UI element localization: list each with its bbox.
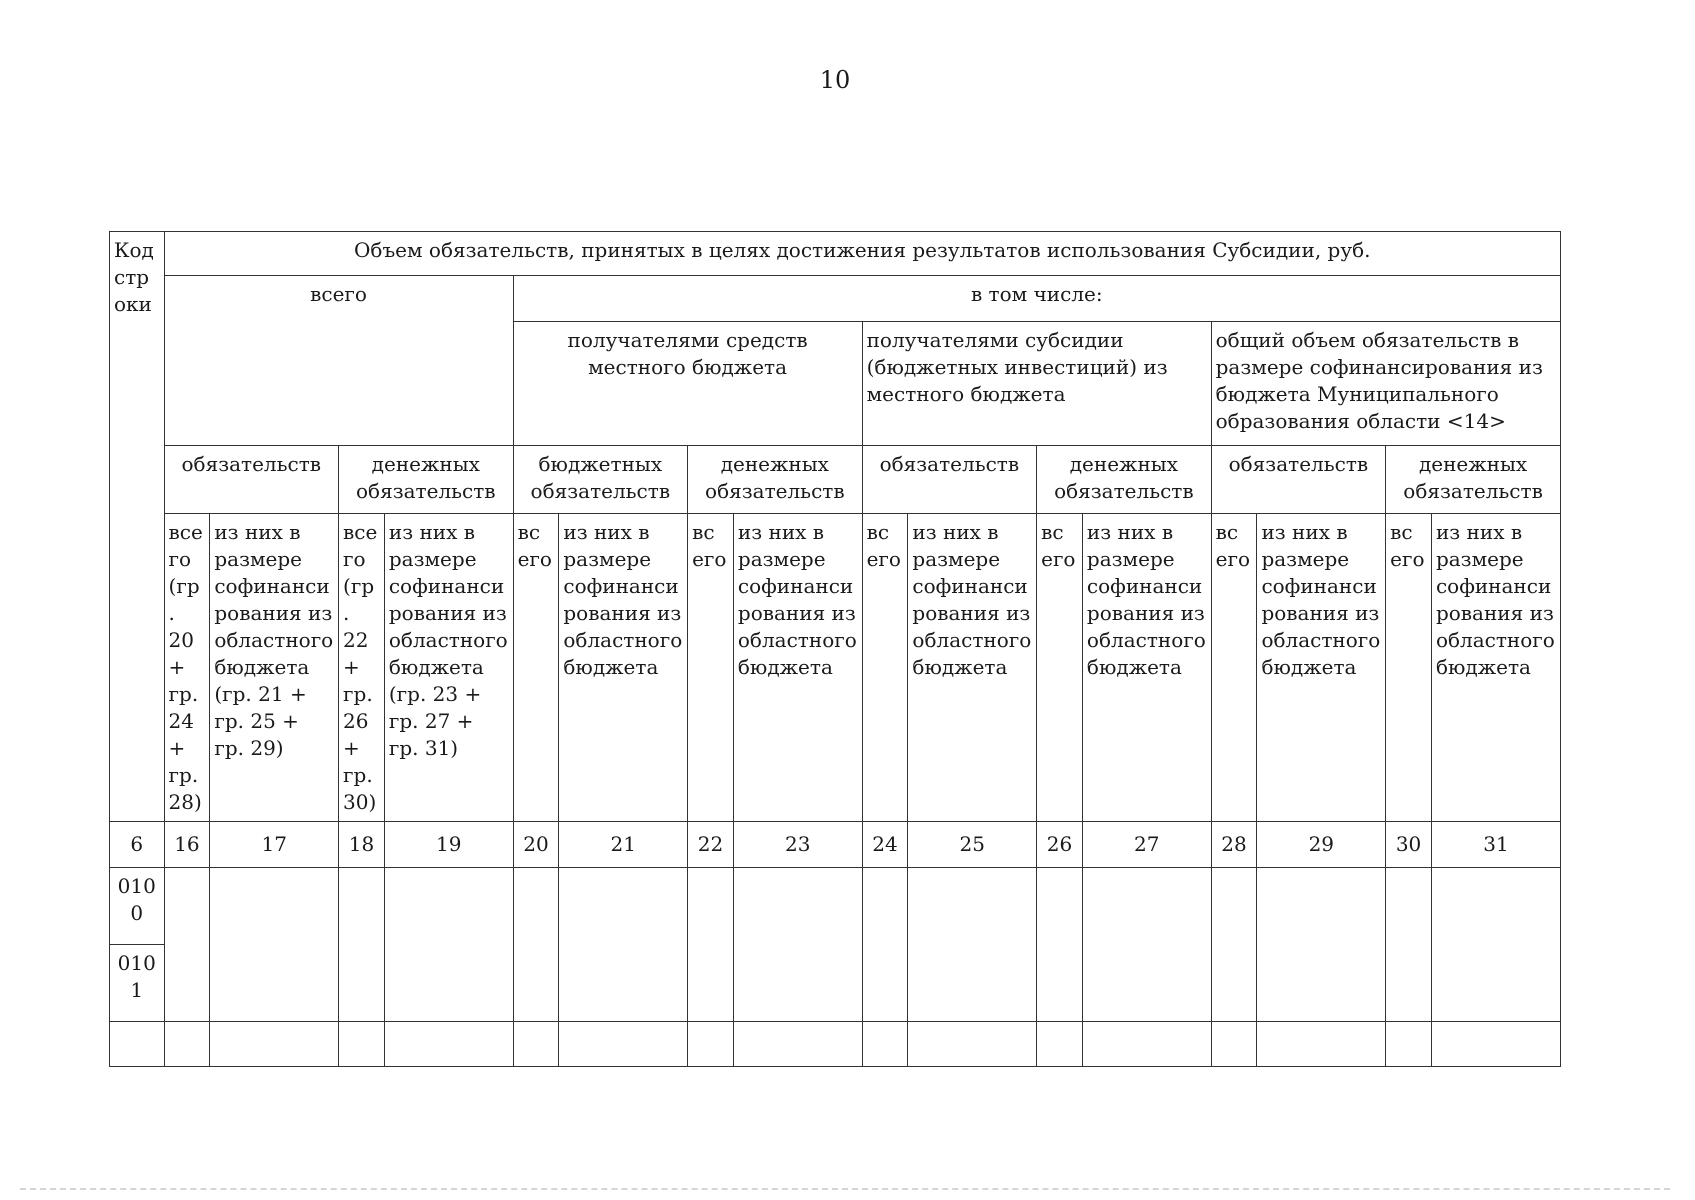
leaf-header-cofinanced: из них в размере софинанси рования из областного бюджета [1431, 514, 1560, 822]
pair-header: денежных обязательств [688, 446, 863, 514]
data-cell [1082, 868, 1211, 1022]
data-cell [1037, 1022, 1083, 1067]
leaf-header-cofinanced: из них в размере софинанси рования из областного бюджета [1082, 514, 1211, 822]
column-number: 28 [1211, 822, 1257, 868]
data-cell [210, 868, 339, 1022]
data-cell [210, 1022, 339, 1067]
data-cell [559, 1022, 688, 1067]
leaf-header-total: вс его [1211, 514, 1257, 822]
leaf-header-cofinanced: из них в размере софинанси рования из областного бюджета [908, 514, 1037, 822]
data-cell [908, 868, 1037, 1022]
column-number: 17 [210, 822, 339, 868]
pair-header: обязательств [1211, 446, 1386, 514]
scan-artifact [20, 1188, 1670, 1194]
column-number: 16 [164, 822, 210, 868]
leaf-header-cofinanced: из них в размере софинанси рования из областного бюджета [1257, 514, 1386, 822]
column-number: 22 [688, 822, 734, 868]
leaf-header-cofinanced: из них в размере софинанси рования из областного бюджета [559, 514, 688, 822]
data-cell [733, 868, 862, 1022]
data-cell [384, 868, 513, 1022]
column-number: 23 [733, 822, 862, 868]
row-code [110, 1022, 165, 1067]
column-number: 25 [908, 822, 1037, 868]
pair-header: обязательств [164, 446, 339, 514]
column-number: 24 [862, 822, 908, 868]
data-cell [1211, 1022, 1257, 1067]
data-cell [1211, 868, 1257, 1022]
data-cell [1082, 1022, 1211, 1067]
column-number: 31 [1431, 822, 1560, 868]
column-number: 18 [339, 822, 385, 868]
main-header: Объем обязательств, принятых в целях достижения результатов использования Субсидии, руб. [164, 232, 1560, 276]
pair-header: денежных обязательств [1386, 446, 1561, 514]
leaf-header-total: все го (гр . 20 + гр. 24 + гр. 28) [164, 514, 210, 822]
leaf-header-total: вс его [513, 514, 559, 822]
data-cell [1431, 1022, 1560, 1067]
data-cell [559, 868, 688, 1022]
row-code: 010 1 [110, 945, 165, 1022]
row-code-header: Код стр оки [110, 232, 165, 822]
data-cell [862, 1022, 908, 1067]
table-row [110, 1022, 1561, 1067]
group-header-local-budget-recipients: получателями средств местного бюджета [513, 322, 862, 446]
data-cell [1386, 868, 1432, 1022]
leaf-header-cofinanced: из них в размере софинанси рования из областного бюджета (гр. 23 + гр. 27 + гр. 31) [384, 514, 513, 822]
data-cell [862, 868, 908, 1022]
total-header: всего [164, 276, 513, 446]
obligations-table [109, 231, 1561, 1067]
data-cell [1257, 1022, 1386, 1067]
data-cell [384, 1022, 513, 1067]
data-cell [339, 1022, 385, 1067]
data-cell [908, 1022, 1037, 1067]
pair-header: денежных обязательств [1037, 446, 1212, 514]
group-header-subsidy-recipients: получателями субсидии (бюджетных инвестиций) из местного бюджета [862, 322, 1211, 446]
data-cell [1431, 868, 1560, 1022]
column-number: 30 [1386, 822, 1432, 868]
leaf-header-total: все го (гр . 22 + гр. 26 + гр. 30) [339, 514, 385, 822]
leaf-header-cofinanced: из них в размере софинанси рования из областного бюджета [733, 514, 862, 822]
column-number: 19 [384, 822, 513, 868]
data-cell [1037, 868, 1083, 1022]
pair-header: денежных обязательств [339, 446, 514, 514]
data-cell [164, 1022, 210, 1067]
table-row [110, 868, 1561, 945]
column-number: 26 [1037, 822, 1083, 868]
data-cell [688, 1022, 734, 1067]
data-cell [1257, 868, 1386, 1022]
data-cell [339, 868, 385, 1022]
column-number: 29 [1257, 822, 1386, 868]
leaf-header-total: вс его [862, 514, 908, 822]
group-header-cofinancing-total: общий объем обязательств в размере софинансирования из бюджета Муниципального образования области <14> [1211, 322, 1560, 446]
leaf-header-cofinanced: из них в размере софинанси рования из областного бюджета (гр. 21 + гр. 25 + гр. 29) [210, 514, 339, 822]
leaf-header-total: вс его [1037, 514, 1083, 822]
column-number: 21 [559, 822, 688, 868]
leaf-header-total: вс его [1386, 514, 1432, 822]
pair-header: обязательств [862, 446, 1037, 514]
data-cell [513, 868, 559, 1022]
column-number: 20 [513, 822, 559, 868]
leaf-header-total: вс его [688, 514, 734, 822]
row-code: 010 0 [110, 868, 165, 945]
data-cell [688, 868, 734, 1022]
data-cell [733, 1022, 862, 1067]
column-number: 27 [1082, 822, 1211, 868]
including-header: в том числе: [513, 276, 1560, 322]
page-number: 10 [819, 66, 851, 94]
pair-header: бюджетных обязательств [513, 446, 688, 514]
column-number: 6 [110, 822, 165, 868]
data-cell [513, 1022, 559, 1067]
data-cell [1386, 1022, 1432, 1067]
data-cell [164, 868, 210, 1022]
